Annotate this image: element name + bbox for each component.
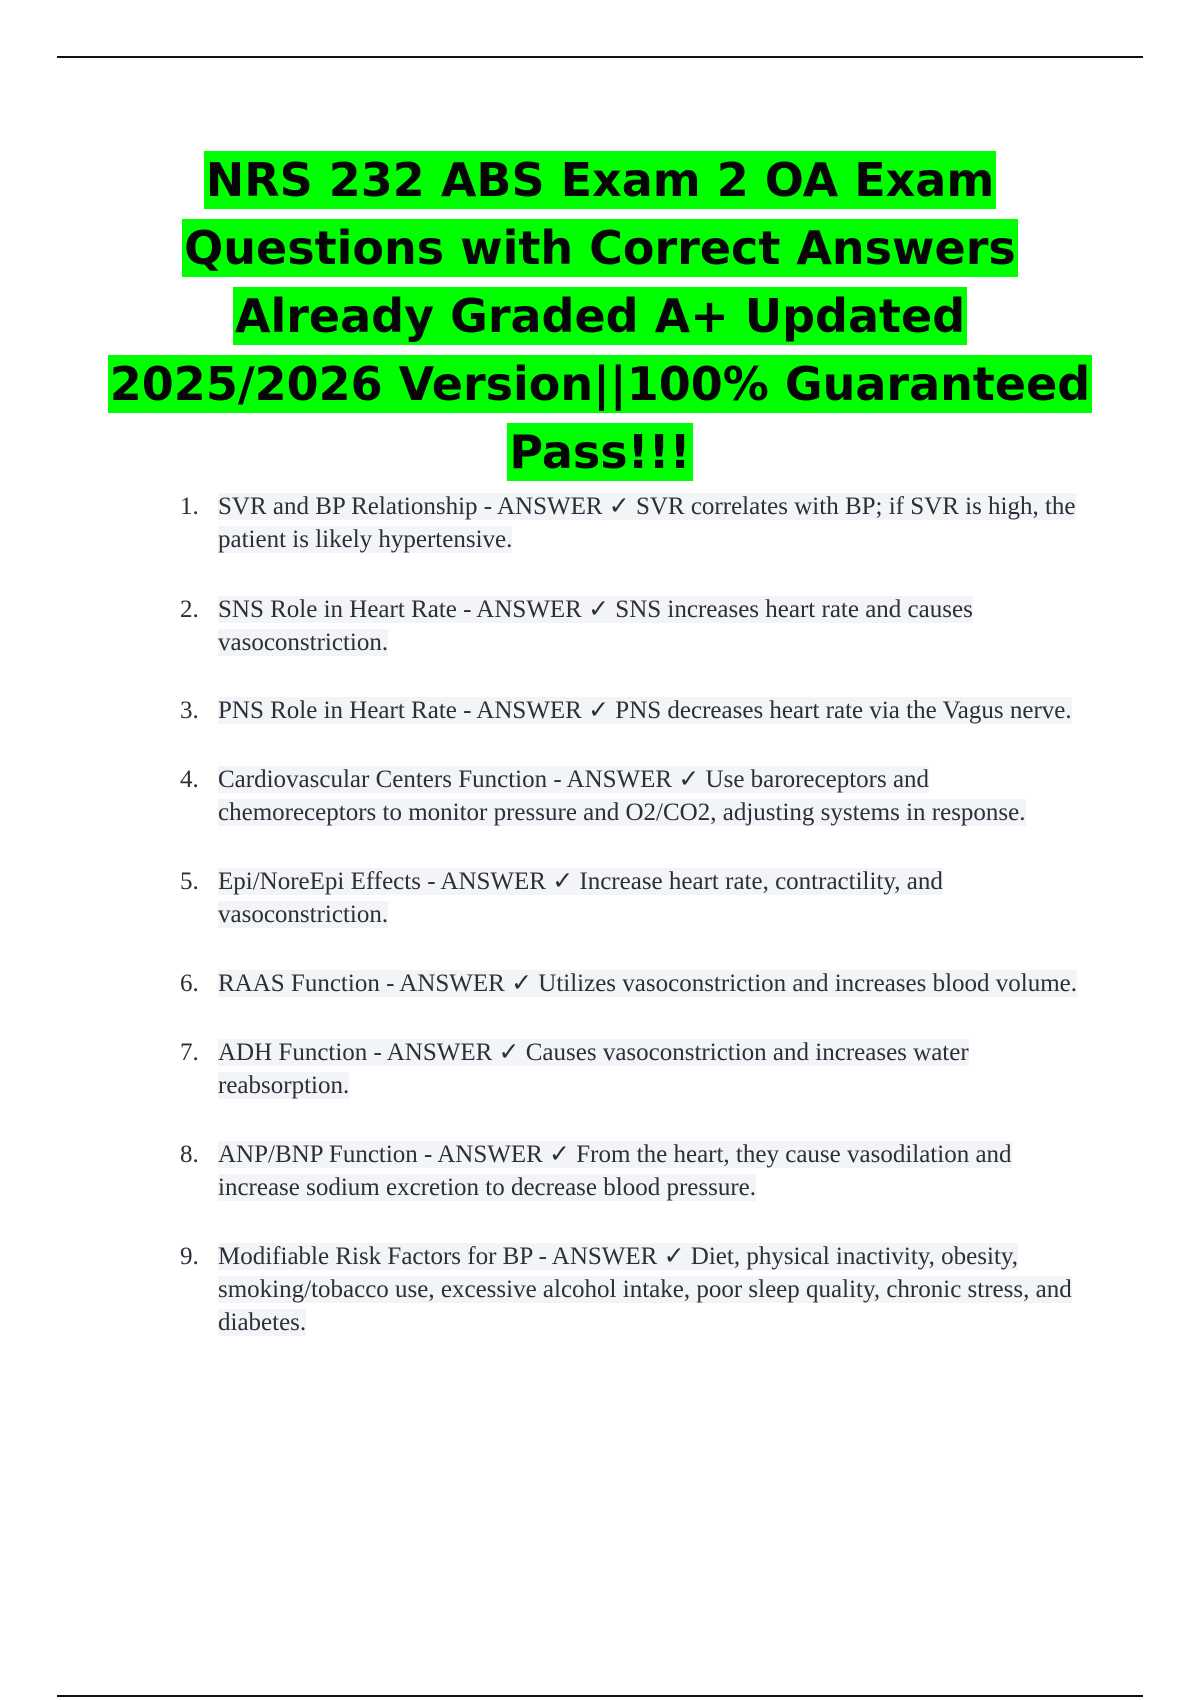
list-item — [0, 490, 1200, 556]
list-item — [0, 593, 1200, 659]
list-item — [0, 1240, 1200, 1339]
item-number: 2. — [180, 596, 199, 623]
item-text: ANP/BNP Function - ANSWER ✓ From the heart, they cause vasodilation and increase sodium excretion to decrease blood pressure. — [218, 1141, 1012, 1201]
item-number: 1. — [180, 493, 199, 520]
item-text: SVR and BP Relationship - ANSWER ✓ SVR correlates with BP; if SVR is high, the patient is likely hypertensive. — [218, 493, 1076, 553]
item-number: 6. — [180, 970, 199, 997]
item-text: RAAS Function - ANSWER ✓ Utilizes vasoconstriction and increases blood volume. — [218, 970, 1078, 997]
item-number: 5. — [180, 868, 199, 895]
bottom-rule — [57, 1695, 1143, 1697]
item-text: SNS Role in Heart Rate - ANSWER ✓ SNS increases heart rate and causes vasoconstriction. — [218, 596, 973, 656]
document-title — [100, 146, 1100, 486]
item-text: Epi/NoreEpi Effects - ANSWER ✓ Increase heart rate, contractility, and vasoconstriction. — [218, 868, 943, 928]
item-number: 4. — [180, 766, 199, 793]
title-block — [100, 146, 1100, 486]
item-text: ADH Function - ANSWER ✓ Causes vasoconstriction and increases water reabsorption. — [218, 1039, 969, 1099]
list-item — [0, 763, 1200, 829]
list-item — [0, 1138, 1200, 1204]
item-text: PNS Role in Heart Rate - ANSWER ✓ PNS decreases heart rate via the Vagus nerve. — [218, 697, 1072, 724]
item-text: Cardiovascular Centers Function - ANSWER ✓ Use baroreceptors and chemoreceptors to monitor pressure and O2/CO2, adjusting systems in response. — [218, 766, 1026, 826]
list-item — [0, 694, 1200, 727]
item-number: 9. — [180, 1243, 199, 1270]
item-number: 8. — [180, 1141, 199, 1168]
list-item — [0, 967, 1200, 1000]
item-text: Modifiable Risk Factors for BP - ANSWER ✓ Diet, physical inactivity, obesity, smoking/tobacco use, excessive alcohol intake, poor sleep quality, chronic stress, and diabetes. — [218, 1243, 1072, 1336]
item-number: 7. — [180, 1039, 199, 1066]
list-item — [0, 865, 1200, 931]
title-highlight: NRS 232 ABS Exam 2 OA Exam Questions with Correct Answers Already Graded A+ Updated 2025/2026 Version||100% Guaranteed Pass!!! — [109, 153, 1091, 479]
qa-list — [0, 490, 1200, 1339]
list-item — [0, 1036, 1200, 1102]
item-number: 3. — [180, 697, 199, 724]
top-rule — [57, 56, 1143, 58]
